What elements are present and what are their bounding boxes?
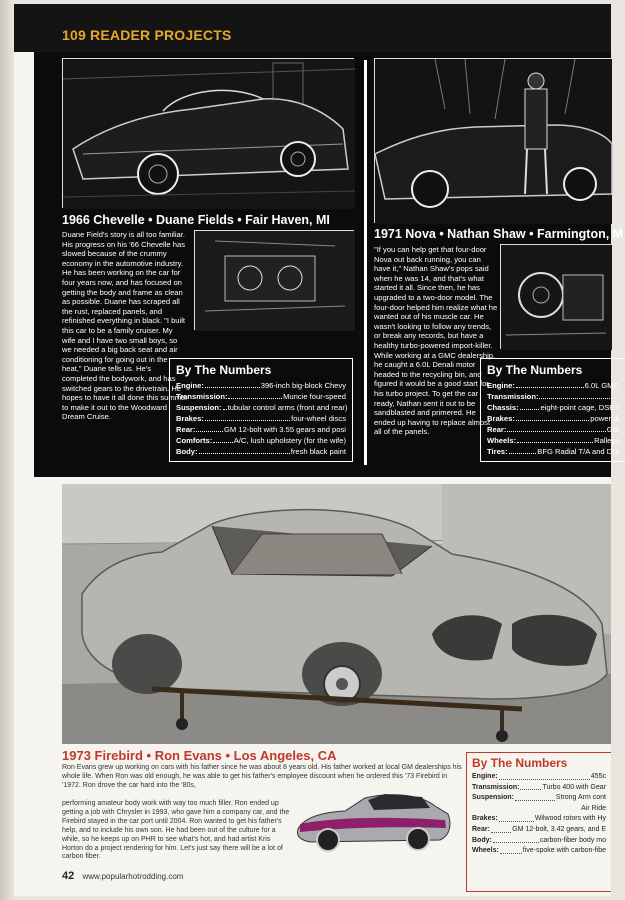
spec-row: Rear: GM 12-bolt, 3.42 gears, and E bbox=[472, 825, 606, 833]
chevelle-body: Duane Field's story is all too familiar. His progress on his '66 Chevelle has slowed because of the crummy economy in the automotive industry. He has been working on the car for four years now, and has focused on getting the body and frame as clean as possible. Duane has scraped all the rust, replaced panels, and refinished everything in black. "I built this car to be a family cruiser. My wife and I have two small boys, so we needed a big back seat and air conditioning for going out in the heat," Duane tells us. He's completed the bodywork, and has switched gears to the drivetrain. He hopes to have it all done this summer to make it out to the Woodward Dream Cruise. bbox=[62, 230, 188, 422]
nova-specs-heading: By The Numbers bbox=[487, 363, 583, 377]
chevelle-specs-box bbox=[169, 358, 353, 462]
chevelle-engine-photo bbox=[194, 230, 354, 330]
spec-row: Wheels: Ralleys bbox=[487, 436, 619, 445]
spec-row: Comforts: A/C, lush upholstery (for the wife) bbox=[176, 436, 346, 445]
firebird-rendering bbox=[290, 784, 455, 858]
spec-row: Transmission: Muncie four-speed bbox=[176, 392, 346, 401]
spec-row: Wheels: five-spoke with carbon-fibe bbox=[472, 847, 606, 855]
nova-engine-photo bbox=[500, 244, 611, 349]
spec-row: Rear: GM 12-bolt with 3.55 gears and posi bbox=[176, 425, 346, 434]
spec-row: Engine: 455c bbox=[472, 773, 606, 780]
spec-row: Brakes: power di bbox=[487, 414, 619, 423]
firebird-body: performing amateur body work with way too much filler. Ron ended up getting a job with Chrysler in 1993, who gave him a company car, and the Firebird stayed in the car port until 2004. Ron wanted to get his father's help, and to include his own son. He had been out of the culture for a while, so he keeps up on PHR to see what's hot, and had artist Kris Horton do a project rendering for him. Let's just say there will be a lot of carbon fiber. bbox=[62, 800, 290, 861]
magazine-page bbox=[14, 4, 624, 896]
chevelle-title: 1966 Chevelle • Duane Fields • Fair Haven, MI bbox=[62, 213, 330, 227]
spec-row: Suspension: Strong Arm cont bbox=[472, 794, 606, 802]
spec-row: Air Ride bbox=[581, 804, 606, 812]
firebird-title: 1973 Firebird • Ron Evans • Los Angeles, CA bbox=[62, 748, 337, 763]
firebird-specs-box bbox=[466, 752, 611, 892]
spec-row: Engine: 396-inch big-block Chevy bbox=[176, 381, 346, 390]
column-divider bbox=[364, 60, 367, 465]
spec-row: Transmission: bbox=[487, 391, 619, 402]
spec-row: Rear: GM bbox=[487, 425, 619, 434]
firebird-photo bbox=[62, 484, 611, 744]
spec-row: Body: fresh black paint bbox=[176, 447, 346, 456]
firebird-specs-heading: By The Numbers bbox=[472, 756, 568, 770]
spec-row: Chassis: eight-point cage, DSE r bbox=[487, 403, 619, 412]
spec-row: Brakes: Wilwood rotors with Hy bbox=[472, 815, 606, 823]
chevelle-photo bbox=[62, 58, 354, 208]
page-footer bbox=[62, 870, 183, 882]
footer-url: www.popularhotrodding.com bbox=[82, 872, 184, 881]
spec-row: Body: carbon-fiber body mo bbox=[472, 836, 606, 844]
chevelle-specs-heading: By The Numbers bbox=[176, 363, 272, 377]
spec-row: Transmission: Turbo 400 with Gear bbox=[472, 783, 606, 791]
nova-body: "If you can help get that four-door Nova out back running, you can have it," Nathan Shaw's pops said when he was 14, and that's what started it all. Since then, he has upgraded to a two-door model. The four-door helped him realize what he wanted out of his muscle car. He wasn't looking to follow any trends, or break any records, but have a healthy turbo-powered import-killer. While working at a GMC dealership, he caught a 6.0L Denali motor headed to the recycling bin, and figured it would be a good start for his turbo project. To get the car ready, Nathan sent it out to be sandblasted and primered. He ended up having to replace almost all of the panels. bbox=[374, 245, 498, 437]
spec-row: Engine: 6.0L GMC bbox=[487, 381, 619, 390]
nova-specs-box bbox=[480, 358, 625, 462]
spec-row: Brakes: four-wheel discs bbox=[176, 414, 346, 423]
page-spine bbox=[0, 0, 14, 900]
section-title: 109 READER PROJECTS bbox=[62, 27, 232, 43]
page-number: 42 bbox=[62, 870, 75, 882]
spec-row: Tires: BFG Radial T/A and Dra bbox=[487, 447, 619, 456]
black-spread bbox=[34, 52, 624, 477]
page-header bbox=[14, 4, 611, 52]
nova-title: 1971 Nova • Nathan Shaw • Farmington, M bbox=[374, 227, 624, 241]
nova-photo bbox=[374, 58, 611, 223]
spec-row: Suspension: tubular control arms (front and rear) bbox=[176, 403, 348, 412]
firebird-intro: Ron Evans grew up working on cars with his father since he was about 8 years old. His father worked at local GM dealerships his whole life. When Ron was old enough, he was able to get his father's employee discount when he ordered this '73 Firebird in '1972. Ron drove the car hard into the '80s, bbox=[62, 764, 462, 789]
